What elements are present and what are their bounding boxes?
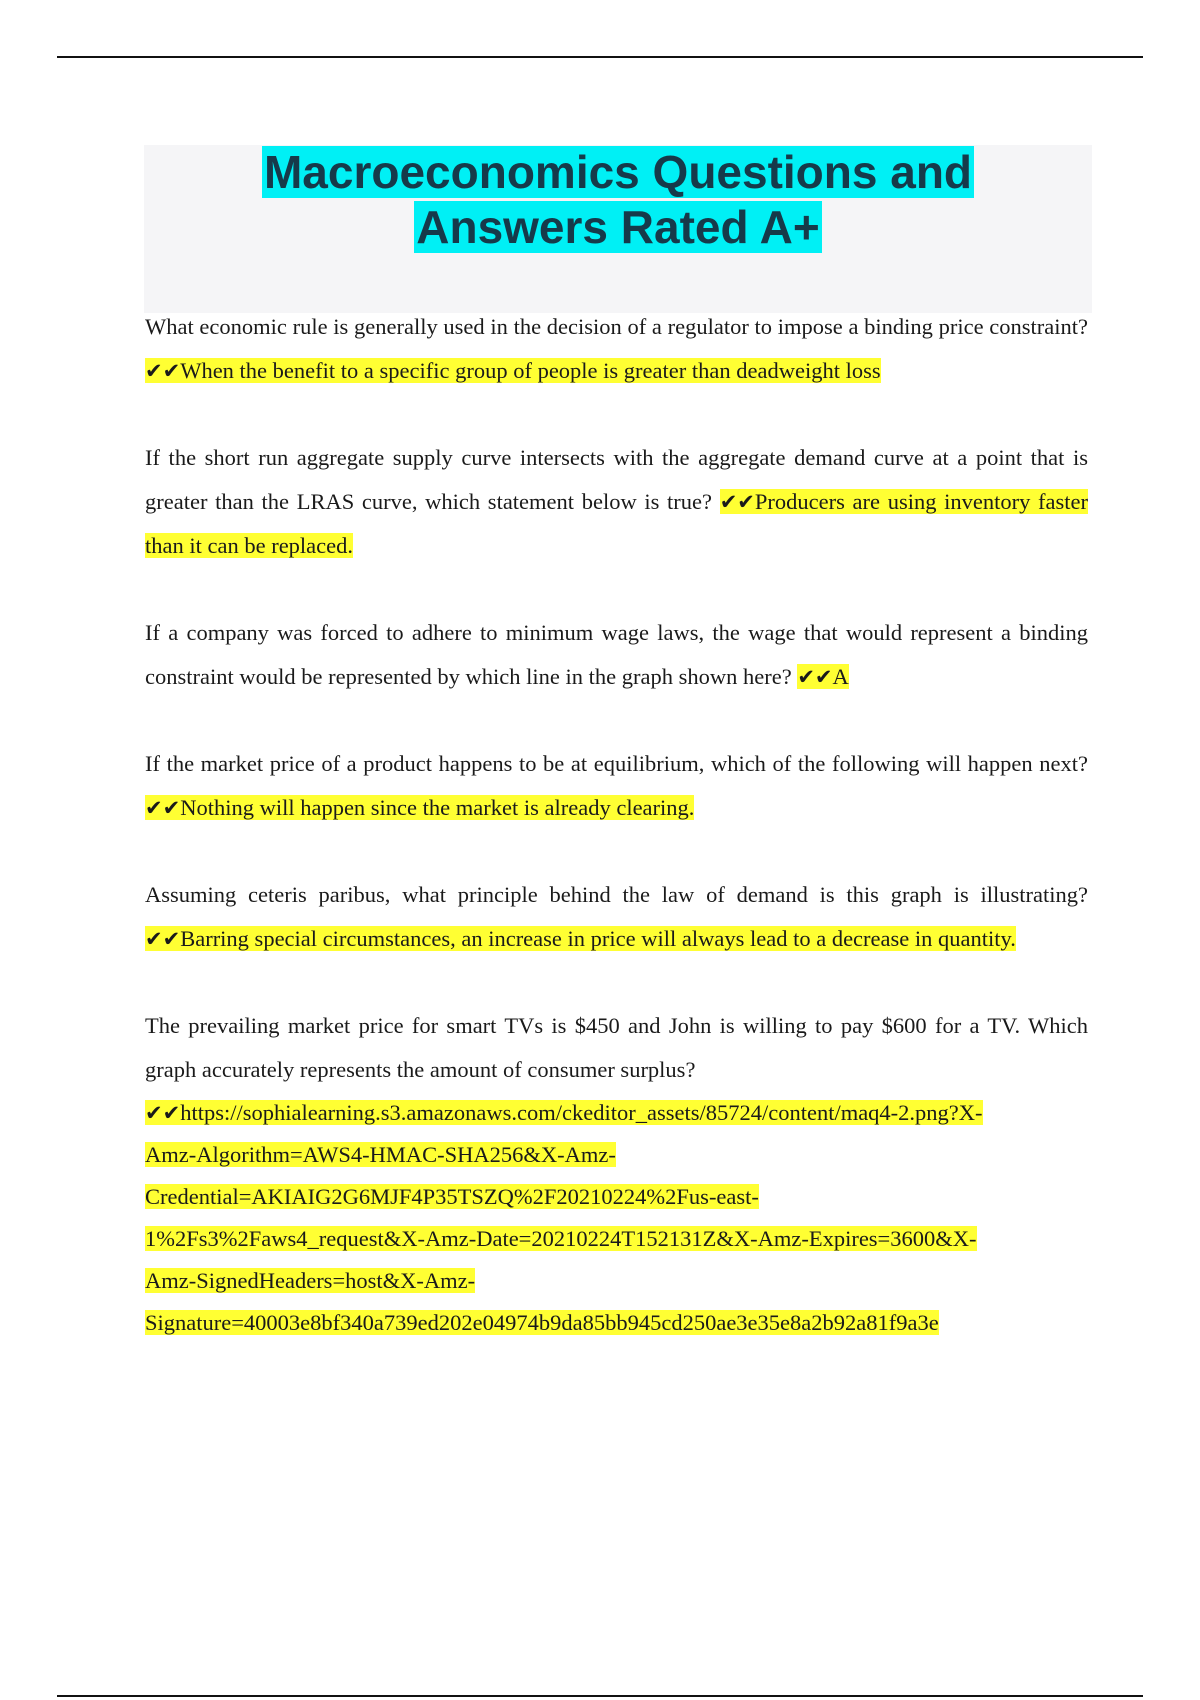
question-text: If the market price of a product happens to be at equilibrium, which of the following will happen next? [145, 751, 1088, 776]
answer-url-line-5: Amz-SignedHeaders=host&X-Amz- [145, 1268, 476, 1293]
check-mark: ✔✔ [145, 359, 181, 383]
answer-text: ✔✔A [797, 664, 849, 689]
answer-url-line-4: 1%2Fs3%2Faws4_request&X-Amz-Date=20210224T152131Z&X-Amz-Expires=3600&X- [145, 1226, 977, 1251]
qa-list [145, 305, 1088, 1387]
top-divider [57, 56, 1143, 58]
title-line-1: Macroeconomics Questions and [263, 146, 973, 198]
question-text: If the short run aggregate supply curve intersects with the aggregate demand curve at a point that is greater than the LRAS curve, which statement below is true? [145, 445, 1088, 514]
document-title [144, 145, 1092, 255]
qa-item-5 [145, 873, 1088, 961]
question-text: What economic rule is generally used in the decision of a regulator to impose a binding price constraint? [145, 314, 1088, 339]
bottom-divider [57, 1695, 1143, 1697]
answer-text: ✔✔When the benefit to a specific group of people is greater than deadweight loss [145, 358, 881, 383]
answer-url-line-3: Credential=AKIAIG2G6MJF4P35TSZQ%2F20210224%2Fus-east- [145, 1184, 759, 1209]
qa-item-2 [145, 436, 1088, 568]
answer-text: ✔✔Nothing will happen since the market is already clearing. [145, 795, 695, 820]
qa-item-4 [145, 742, 1088, 830]
answer-text: ✔✔Producers are using inventory faster than it can be replaced. [145, 489, 1089, 558]
answer-url-line-2: Amz-Algorithm=AWS4-HMAC-SHA256&X-Amz- [145, 1142, 616, 1167]
check-mark: ✔✔ [145, 1101, 181, 1125]
qa-item-1 [145, 305, 1088, 393]
check-mark: ✔✔ [145, 927, 181, 951]
question-text: Assuming ceteris paribus, what principle behind the law of demand is this graph is illustrating? [145, 882, 1088, 907]
check-mark: ✔✔ [145, 796, 181, 820]
qa-item-6 [145, 1004, 1088, 1344]
title-line-2: Answers Rated A+ [416, 201, 820, 253]
answer-text: ✔✔Barring special circumstances, an increase in price will always lead to a decrease in quantity. [145, 926, 1016, 951]
check-mark: ✔✔ [719, 490, 755, 514]
answer-url-line-6: Signature=40003e8bf340a739ed202e04974b9da85bb945cd250ae3e35e8a2b92a81f9a3e [145, 1310, 939, 1335]
question-text: The prevailing market price for smart TVs is $450 and John is willing to pay $600 for a TV. Which graph accurately represents the amount of consumer surplus? [145, 1013, 1088, 1082]
qa-item-3 [145, 611, 1088, 699]
answer-url-line-1: ✔✔https://sophialearning.s3.amazonaws.com/ckeditor_assets/85724/content/maq4-2.png?X- [145, 1100, 983, 1125]
question-text: If a company was forced to adhere to minimum wage laws, the wage that would represent a binding constraint would be represented by which line in the graph shown here? [145, 620, 1088, 689]
check-mark: ✔✔ [797, 665, 833, 689]
